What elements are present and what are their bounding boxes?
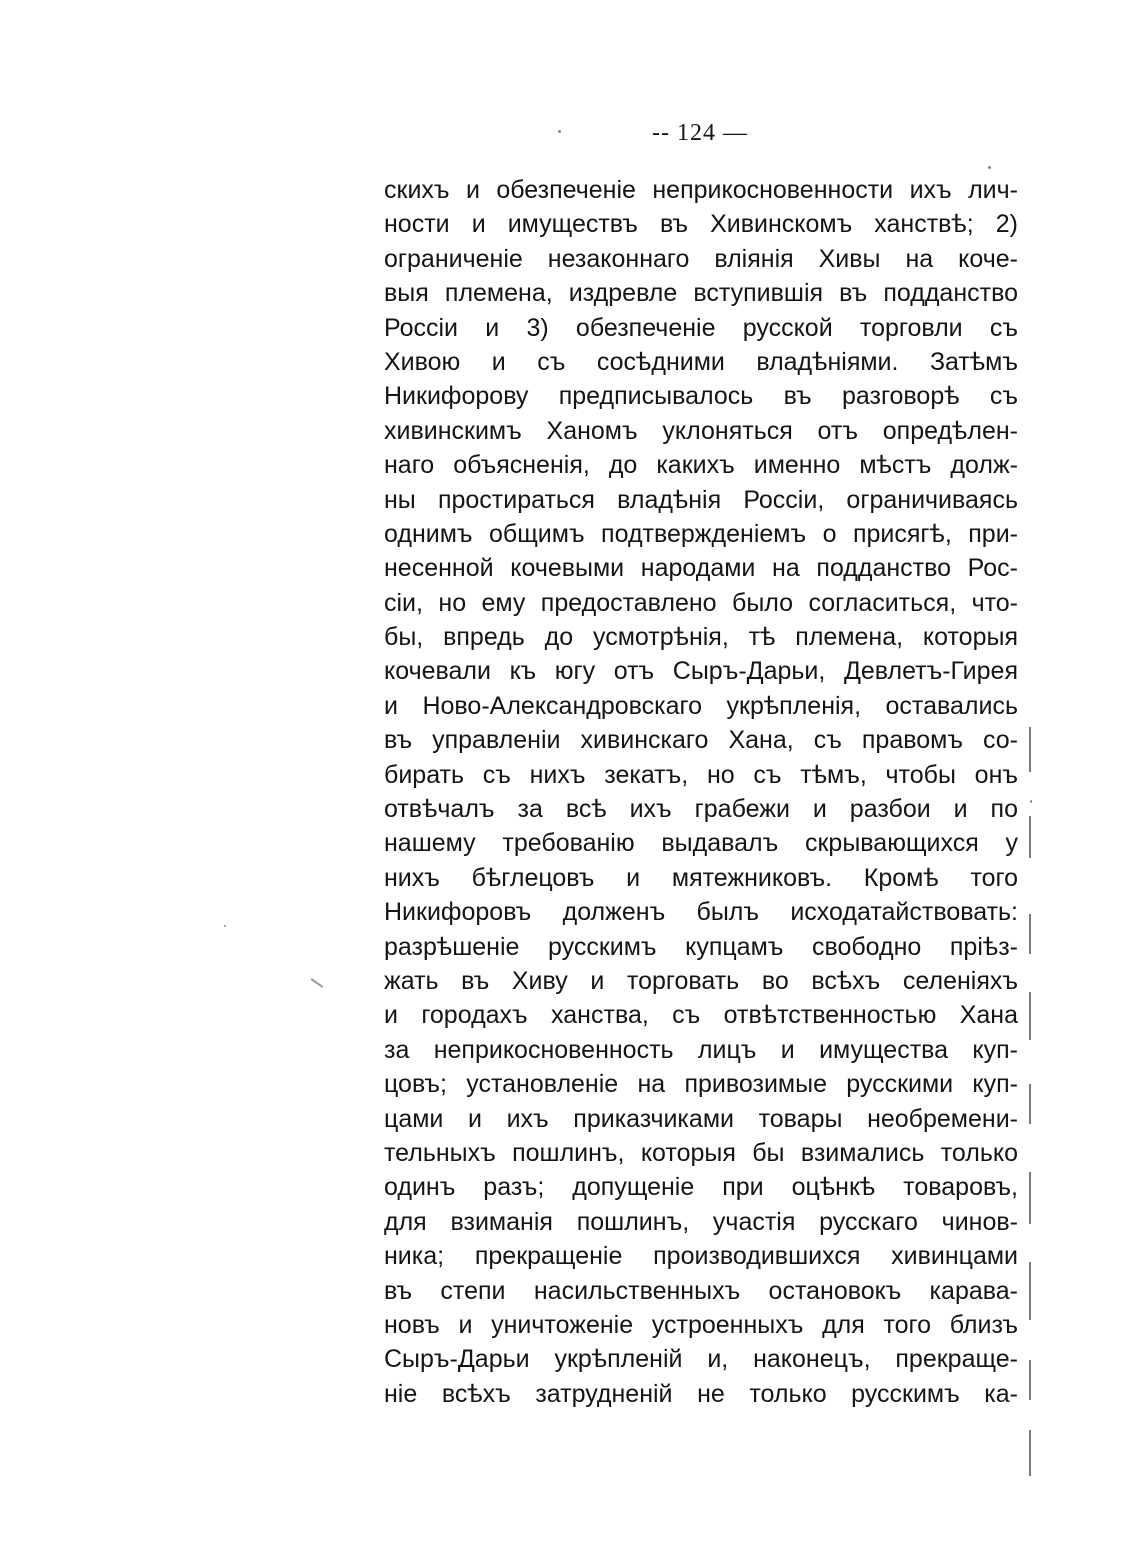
- scan-margin-rule: [1029, 816, 1031, 858]
- text-line: въ управленіи хивинскаго Хана, съ правомъ со-: [384, 726, 1018, 755]
- text-line: хивинскимъ Ханомъ уклоняться отъ опредѣлен-: [384, 416, 1018, 445]
- scan-margin-rule: [1029, 1430, 1031, 1476]
- text-line: цовъ; установленіе на привозимые русскими куп-: [384, 1070, 1018, 1099]
- scan-margin-rule: [1029, 1360, 1031, 1400]
- text-line: въ степи насильственныхъ остановокъ карава-: [384, 1276, 1018, 1305]
- text-line: кочевали къ югу отъ Сыръ-Дарьи, Девлетъ-Гирея: [384, 657, 1018, 686]
- text-line: выя племена, издревле вступившія въ подданство: [384, 279, 1018, 308]
- scan-speck: [224, 925, 226, 927]
- text-line: нихъ бѣглецовъ и мятежниковъ. Кромѣ того: [384, 863, 1018, 892]
- text-line: отвѣчалъ за всѣ ихъ грабежи и разбои и по: [384, 795, 1018, 824]
- text-line: бирать съ нихъ зекатъ, но съ тѣмъ, чтобы онъ: [384, 760, 1018, 789]
- text-line: цами и ихъ приказчиками товары необремени-: [384, 1104, 1018, 1133]
- text-line: одинъ разъ; допущеніе при оцѣнкѣ товаровъ,: [384, 1173, 1018, 1202]
- text-line: новъ и уничтоженіе устроенныхъ для того близъ: [384, 1310, 1018, 1339]
- text-line: для взиманія пошлинъ, участія русскаго чинов-: [384, 1207, 1018, 1236]
- scan-margin-rule: [1029, 992, 1031, 1040]
- text-line: Никифорову предписывалось въ разговорѣ съ: [384, 382, 1018, 411]
- text-line: ны простираться владѣнія Россіи, ограничиваясь: [384, 485, 1018, 514]
- scan-margin-rule: [1029, 727, 1031, 772]
- text-line: Россіи и 3) обезпеченіе русской торговли съ: [384, 313, 1018, 342]
- text-line: сіи, но ему предоставлено было согласиться, что-: [384, 588, 1018, 617]
- text-line: несенной кочевыми народами на подданство Рос-: [384, 554, 1018, 583]
- scan-margin-rule: [1029, 1172, 1031, 1224]
- scan-speck: [1030, 800, 1032, 803]
- body-text: [384, 173, 1018, 1411]
- text-line: ника; прекращеніе производившихся хивинцами: [384, 1242, 1018, 1271]
- text-line: нашему требованію выдавалъ скрывающихся у: [384, 829, 1018, 858]
- text-line: скихъ и обезпеченіе неприкосновенности ихъ лич-: [384, 176, 1018, 204]
- text-line: ности и имуществъ въ Хивинскомъ ханствѣ; 2): [384, 210, 1018, 239]
- text-line: ніе всѣхъ затрудненій не только русскимъ ка-: [384, 1379, 1018, 1408]
- scan-margin-rule: [1029, 1262, 1031, 1320]
- scan-margin-rule: [1029, 914, 1031, 954]
- text-line: жать въ Хиву и торговать во всѣхъ селеніяхъ: [384, 966, 1018, 995]
- text-line: Сыръ-Дарьи укрѣпленій и, наконецъ, прекраще-: [384, 1345, 1018, 1374]
- text-line: наго объясненія, до какихъ именно мѣстъ долж-: [384, 451, 1018, 480]
- text-line: тельныхъ пошлинъ, которыя бы взимались только: [384, 1138, 1018, 1167]
- text-line: однимъ общимъ подтвержденіемъ о присягѣ, при-: [384, 519, 1018, 548]
- text-line: Никифоровъ долженъ былъ исходатайствовать:: [384, 898, 1018, 927]
- text-line: и Ново-Александровскаго укрѣпленія, оставались: [384, 691, 1018, 720]
- scan-scratch: [311, 978, 324, 988]
- page-number: -- 124 —: [652, 120, 748, 146]
- scan-speck: [988, 166, 991, 169]
- text-line: за неприкосновенность лицъ и имущества куп-: [384, 1035, 1018, 1064]
- text-line: ограниченіе незаконнаго вліянія Хивы на коче-: [384, 244, 1018, 273]
- scan-speck: [558, 130, 561, 133]
- text-line: разрѣшеніе русскимъ купцамъ свободно пріѣз-: [384, 932, 1018, 961]
- text-line: и городахъ ханства, съ отвѣтственностью Хана: [384, 1001, 1018, 1030]
- scan-margin-rule: [1029, 1084, 1031, 1124]
- text-line: бы, впредь до усмотрѣнія, тѣ племена, которыя: [384, 623, 1018, 652]
- text-line: Хивою и съ сосѣдними владѣніями. Затѣмъ: [384, 347, 1018, 376]
